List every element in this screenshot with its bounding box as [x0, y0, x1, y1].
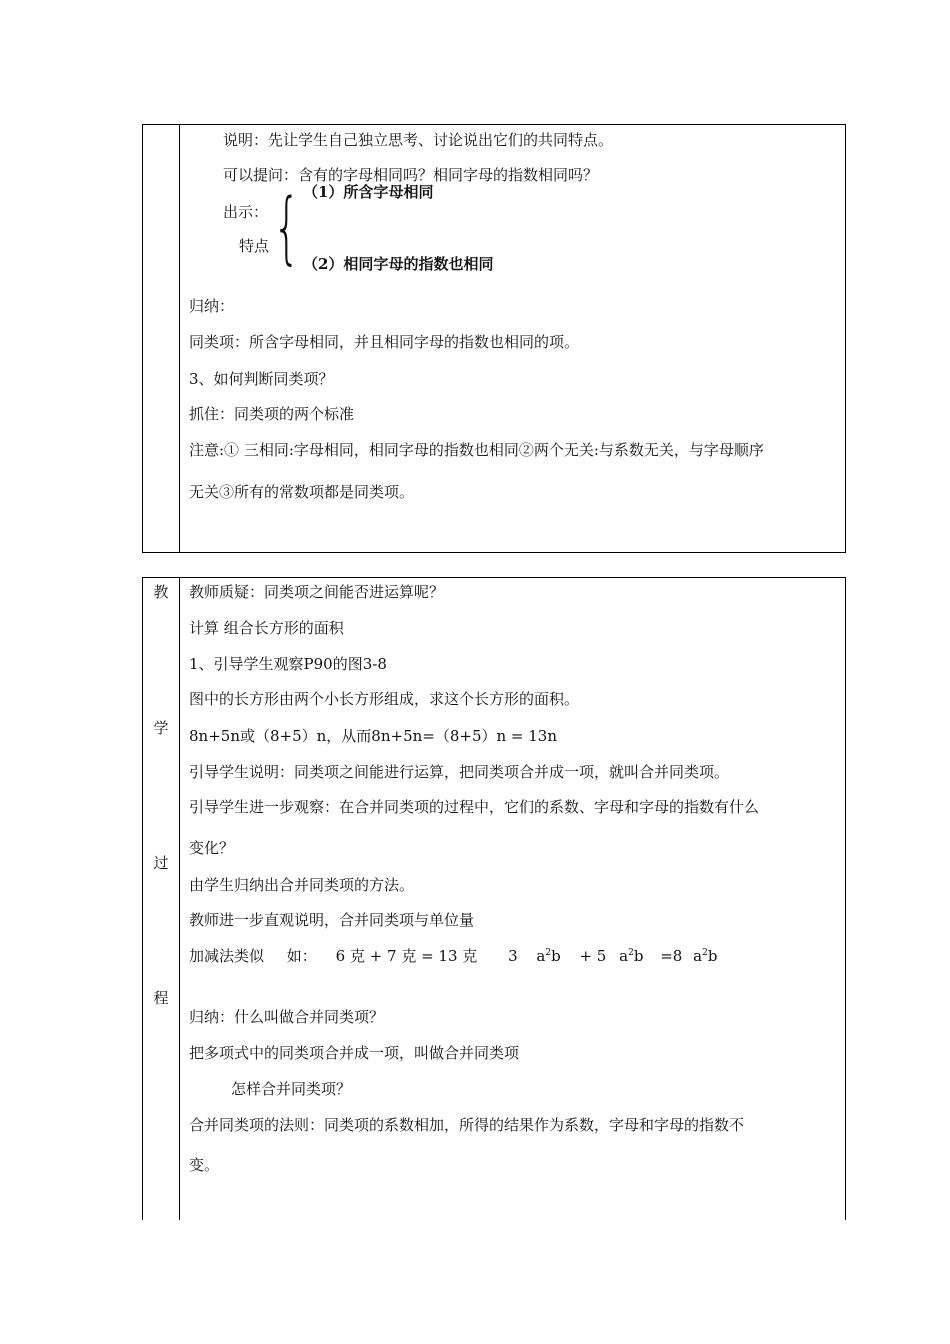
example-line [189, 946, 717, 966]
example-term-3: $a^2b$ [693, 947, 718, 965]
column-divider [179, 125, 180, 552]
column-divider [179, 578, 180, 1220]
example-expr-1: 6 克 + 7 克 = 13 克 [335, 947, 478, 965]
side-label-char: 程 [153, 989, 169, 1007]
text-line: 变化？ [189, 839, 235, 857]
feature-label: 特点 [239, 237, 270, 255]
text-line: 教师进一步直观说明，合并同类项与单位量 [189, 911, 475, 929]
right-border [845, 578, 846, 1218]
text-line: 注意:① 三相同:字母相同，相同字母的指数也相同②两个无关:与系数无关，与字母顺序 [189, 441, 764, 459]
example-coef-3: =8 [660, 947, 683, 965]
table-1 [142, 124, 846, 553]
text-line: 图中的长方形由两个小长方形组成，求这个长方形的面积。 [189, 690, 580, 708]
text-line: 抓住：同类项的两个标准 [189, 405, 355, 423]
text-line: 变。 [189, 1156, 220, 1174]
example-ru: 如： [286, 947, 317, 965]
show-label: 出示： [223, 203, 269, 221]
feature-item-1: （1）所含字母相同 [303, 183, 434, 201]
example-coef-2: + 5 [579, 947, 607, 965]
table-2 [142, 577, 846, 1220]
side-label-char: 过 [153, 854, 169, 872]
text-line: 说明：先让学生自己独立思考、讨论说出它们的共同特点。 [223, 131, 614, 149]
example-coef-1: 3 [508, 947, 518, 965]
example-term-1: $a^2b$ [536, 947, 561, 965]
text-line: 可以提问：含有的字母相同吗？相同字母的指数相同吗？ [223, 166, 599, 184]
text-line: 怎样合并同类项？ [231, 1080, 352, 1098]
text-line: 归纳：什么叫做合并同类项？ [189, 1008, 385, 1026]
example-term-2: $a^2b$ [619, 947, 644, 965]
side-label-char: 教 [153, 583, 169, 601]
text-line: 合并同类项的法则：同类项的系数相加，所得的结果作为系数，字母和字母的指数不 [189, 1116, 745, 1134]
text-line: 1、引导学生观察P90的图3-8 [189, 655, 387, 673]
brace-icon: { [273, 183, 301, 273]
feature-item-2: （2）相同字母的指数也相同 [303, 255, 494, 273]
text-line: 由学生归纳出合并同类项的方法。 [189, 876, 415, 894]
text-line: 教师质疑：同类项之间能否进运算呢？ [189, 583, 445, 601]
text-line: 8n+5n或（8+5）n，从而8n+5n=（8+5）n = 13n [189, 727, 558, 745]
text-line: 无关③所有的常数项都是同类项。 [189, 483, 415, 501]
example-prefix: 加减法类似 [189, 947, 265, 965]
text-line: 把多项式中的同类项合并成一项，叫做合并同类项 [189, 1044, 520, 1062]
text-line: 归纳： [189, 297, 235, 315]
text-line: 同类项：所含字母相同，并且相同字母的指数也相同的项。 [189, 333, 580, 351]
text-line: 引导学生进一步观察：在合并同类项的过程中，它们的系数、字母和字母的指数有什么 [189, 798, 760, 816]
text-line: 3、如何判断同类项？ [189, 370, 334, 388]
text-line: 引导学生说明：同类项之间能进行运算，把同类项合并成一项，就叫合并同类项。 [189, 763, 730, 781]
text-line: 计算 组合长方形的面积 [189, 619, 344, 637]
side-label-char: 学 [153, 719, 169, 737]
